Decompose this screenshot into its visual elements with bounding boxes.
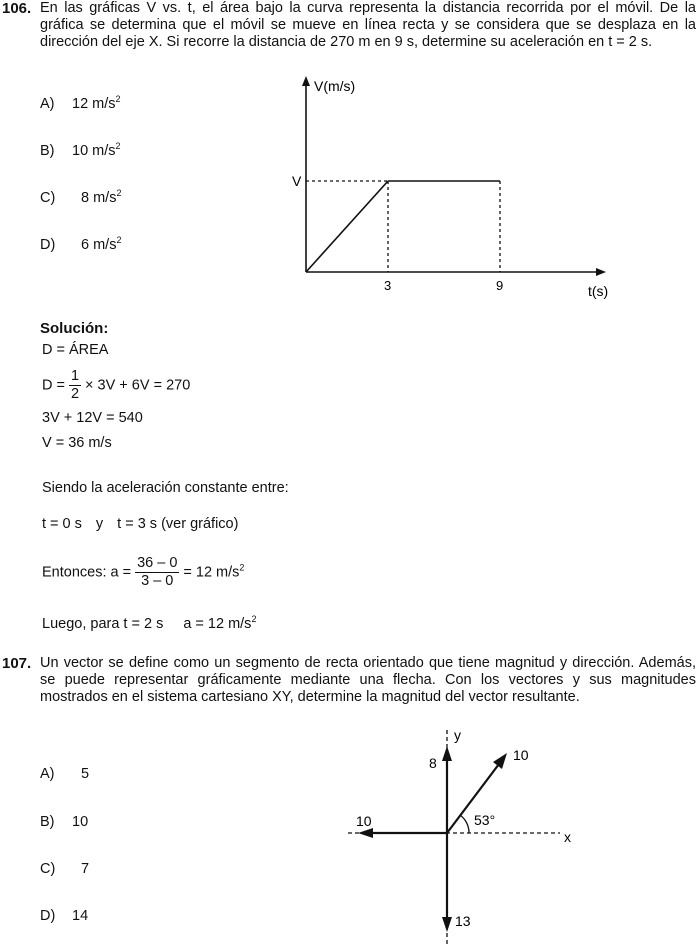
- diagram-up-label: 8: [429, 755, 437, 771]
- graph-t9-label: 9: [496, 278, 504, 293]
- solution-line-3: 3V + 12V = 540: [42, 410, 143, 426]
- question-106-text: En las gráficas V vs. t, el área bajo la curva representa la distancia recorrida por el móvil. De la gráfica se determina que el móvil se mueve en línea recta y se considera que se desplaza en la dirección del eje X. Si recorre la distancia de 270 m en 9 s, determine su aceleración en t = 2 s.: [40, 0, 696, 50]
- diagram-angle-label: 53°: [474, 812, 496, 828]
- q106-option-a[interactable]: [40, 94, 121, 112]
- vector-diagram: [330, 726, 590, 947]
- solution-line-2-prefix: D =: [42, 377, 65, 394]
- solution-line-5: Siendo la aceleración constante entre:: [42, 480, 289, 496]
- option-label: D): [40, 908, 56, 924]
- solution-line-6: [42, 516, 238, 532]
- velocity-time-graph: [270, 72, 630, 302]
- option-value: 7: [81, 861, 90, 877]
- fraction-denominator: 2: [70, 386, 80, 402]
- option-label: D): [40, 237, 56, 253]
- option-label: C): [40, 861, 56, 877]
- graph-t3-label: 3: [384, 278, 392, 293]
- option-value: 8 m/s: [81, 190, 117, 206]
- q106-option-d[interactable]: [40, 235, 121, 253]
- diagram-down-label: 13: [455, 913, 471, 929]
- solution-line-1: D = ÁREA: [42, 342, 109, 358]
- option-label: B): [40, 143, 55, 159]
- question-107-number: 107.: [2, 655, 32, 672]
- fraction-one-half: [69, 368, 81, 403]
- solution-line-7-exponent: 2: [239, 562, 245, 573]
- solution-line-7-prefix: Entonces: a =: [42, 564, 132, 581]
- graph-ramp-line: [306, 181, 388, 272]
- q106-option-b[interactable]: [40, 141, 121, 159]
- graph-x-label: t(s): [588, 283, 609, 299]
- solution-line-2: [42, 368, 190, 403]
- q107-option-c[interactable]: [40, 861, 89, 877]
- fraction-numerator: 36 – 0: [137, 555, 178, 571]
- solution-t2: Luego, para t = 2 s: [42, 616, 164, 632]
- option-label: B): [40, 814, 55, 830]
- q107-option-b[interactable]: [40, 814, 88, 830]
- option-value: 12 m/s: [72, 96, 116, 112]
- option-value: 5: [81, 766, 90, 782]
- vector-diagonal-arrowhead: [493, 753, 507, 769]
- graph-y-axis-arrow: [302, 76, 310, 86]
- option-label: A): [40, 96, 55, 112]
- option-exponent: 2: [116, 235, 122, 245]
- option-value: 10 m/s: [72, 143, 116, 159]
- solution-line-7: [42, 555, 244, 590]
- solution-y: y: [95, 516, 104, 532]
- solution-line-2-suffix: × 3V + 6V = 270: [85, 377, 191, 394]
- vector-left-arrowhead: [358, 828, 373, 838]
- graph-y-label: V(m/s): [314, 78, 356, 94]
- option-exponent: 2: [116, 188, 122, 198]
- solution-heading: Solución:: [40, 320, 109, 337]
- diagram-y-label: y: [454, 727, 461, 743]
- option-label: A): [40, 766, 55, 782]
- angle-arc: [460, 815, 469, 833]
- diagram-x-label: x: [564, 829, 571, 845]
- option-exponent: 2: [115, 94, 121, 104]
- vector-up-arrowhead: [442, 746, 452, 761]
- option-value: 6 m/s: [81, 237, 117, 253]
- solution-line-8-exponent: 2: [251, 614, 257, 624]
- vector-down-arrowhead: [442, 917, 452, 932]
- option-exponent: 2: [115, 141, 121, 151]
- q107-option-d[interactable]: [40, 908, 88, 924]
- option-label: C): [40, 190, 56, 206]
- fraction-numerator: 1: [70, 368, 80, 384]
- fraction-denominator: 3 – 0: [141, 573, 174, 589]
- solution-line-4: V = 36 m/s: [42, 435, 112, 451]
- q106-option-c[interactable]: [40, 188, 121, 206]
- solution-line-7-suffix: = 12 m/s: [183, 564, 240, 581]
- question-107-text: Un vector se define como un segmento de recta orientado que tiene magnitud y dirección. Además, se puede representar gráficamente mediante una flecha. Con los vectores y sus magnitudes mostrados en el sistema cartesiano XY, determine la magnitud del vector resultante.: [40, 655, 696, 705]
- graph-x-axis-arrow: [596, 268, 606, 276]
- question-106-number: 106.: [2, 0, 32, 17]
- solution-line-8: [42, 614, 256, 632]
- option-value: 14: [72, 908, 89, 924]
- solution-t0: t = 0 s: [42, 516, 82, 532]
- fraction-acceleration: [135, 555, 179, 590]
- option-value: 10: [72, 814, 89, 830]
- graph-v-label: V: [292, 173, 302, 189]
- diagram-diag-label: 10: [513, 747, 529, 763]
- diagram-left-label: 10: [356, 813, 372, 829]
- q107-option-a[interactable]: [40, 766, 89, 782]
- solution-a: a = 12 m/s: [183, 616, 252, 632]
- solution-t3: t = 3 s (ver gráfico): [117, 516, 239, 532]
